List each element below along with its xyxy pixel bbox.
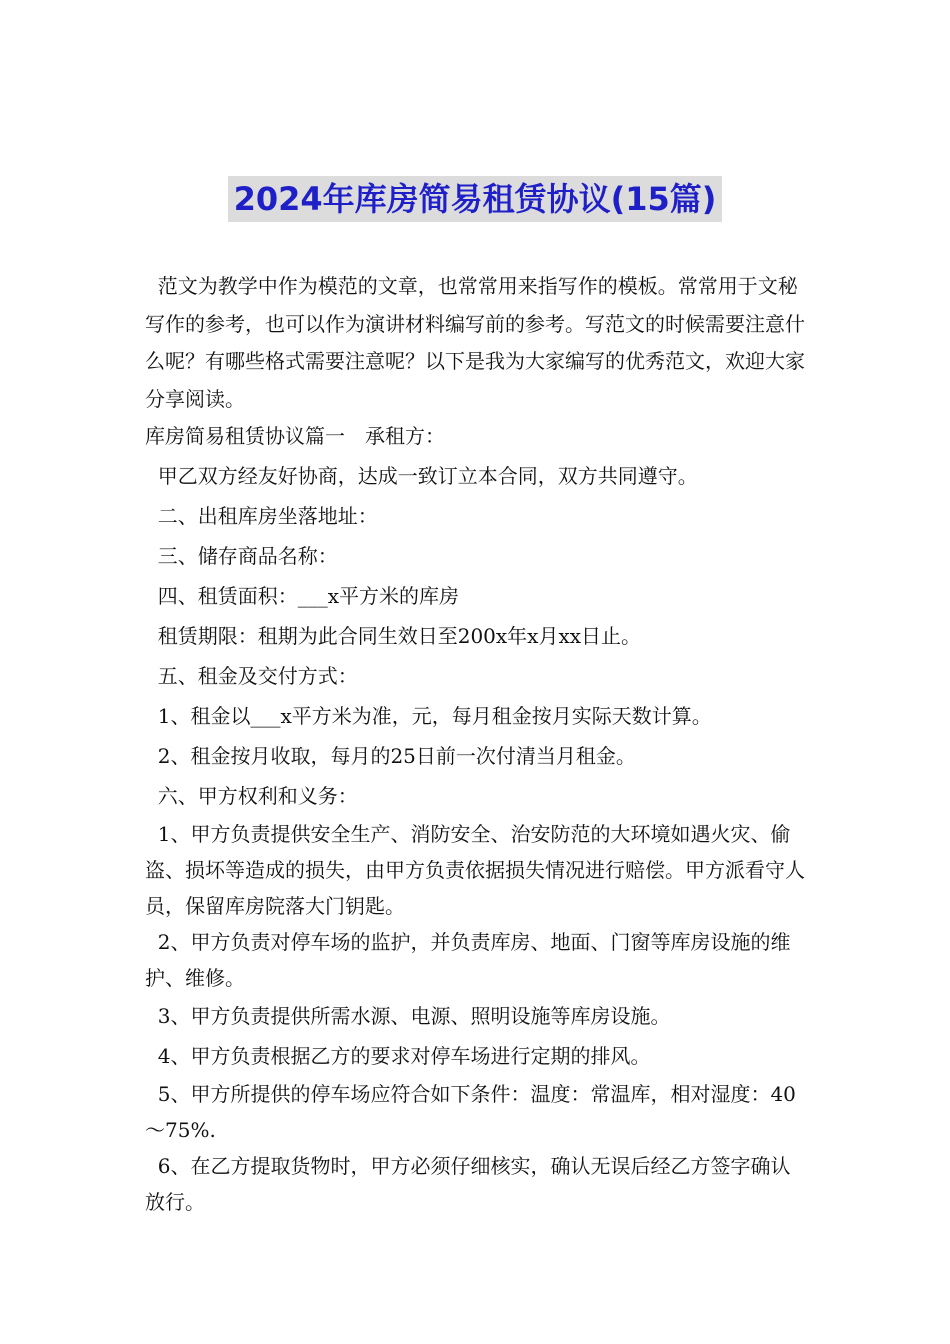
clause-paragraph: 2、甲方负责对停车场的监护，并负责库房、地面、门窗等库房设施的维护、维修。 [145, 929, 791, 990]
clause-paragraph: 3、甲方负责提供所需水源、电源、照明设施等库房设施。 [145, 1003, 671, 1028]
document-title: 2024年库房简易租赁协议(15篇) [228, 176, 723, 222]
clause-paragraph: 1、租金以___x平方米为准，元，每月租金按月实际天数计算。 [145, 703, 712, 728]
clause-paragraph: 五、租金及交付方式： [145, 663, 358, 688]
section-heading-1: 库房简易租赁协议篇一 承租方： [145, 424, 445, 448]
title-container [0, 176, 950, 222]
clause-paragraph: 5、甲方所提供的停车场应符合如下条件：温度：常温库，相对湿度：40～75%. [145, 1081, 796, 1142]
intro-paragraph: 范文为教学中作为模范的文章，也常常用来指写作的模板。常常用于文秘写作的参考，也可以作为演讲材料编写前的参考。写范文的时候需要注意什么呢？有哪些格式需要注意呢？以下是我为大家编写的优秀范文，欢迎大家分享阅读。 [145, 274, 805, 411]
clause-paragraph: 1、甲方负责提供安全生产、消防安全、治安防范的大环境如遇火灾、偷盗、损坏等造成的损失，由甲方负责依据损失情况进行赔偿。甲方派看守人员，保留库房院落大门钥匙。 [145, 821, 805, 918]
clause-paragraph: 6、在乙方提取货物时，甲方必须仔细核实，确认无误后经乙方签字确认放行。 [145, 1153, 791, 1214]
clause-paragraph: 4、甲方负责根据乙方的要求对停车场进行定期的排风。 [145, 1043, 651, 1068]
clause-paragraph: 二、出租库房坐落地址： [145, 503, 378, 528]
clause-paragraph: 三、储存商品名称： [145, 543, 338, 568]
document-body [145, 268, 810, 1220]
clause-paragraph: 租赁期限：租期为此合同生效日至200x年x月xx日止。 [145, 623, 642, 648]
clause-paragraph: 甲乙双方经友好协商，达成一致订立本合同，双方共同遵守。 [145, 463, 698, 488]
clause-paragraph: 六、甲方权利和义务： [145, 783, 358, 808]
clause-paragraph: 四、租赁面积：___x平方米的库房 [145, 583, 459, 608]
clause-paragraph: 2、租金按月收取，每月的25日前一次付清当月租金。 [145, 743, 636, 768]
